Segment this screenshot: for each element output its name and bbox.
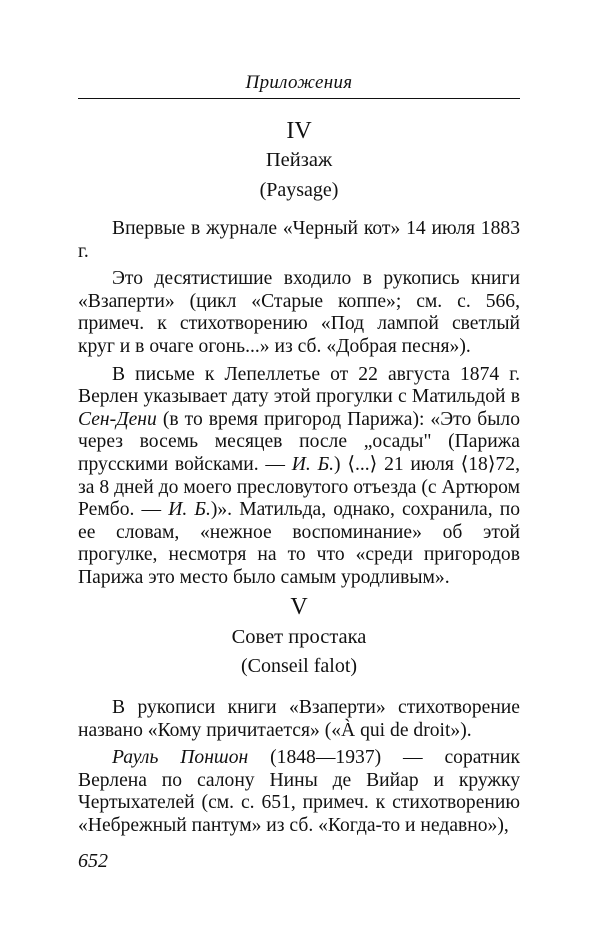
section-v-title: Совет простака bbox=[231, 626, 367, 648]
section-iv-paragraph-3 bbox=[78, 364, 520, 590]
header-rule bbox=[78, 98, 520, 99]
text-run: В письме к Лепеллетье от 22 августа 1874 г. Верлен указывает дату этой прогулки с Матильдой в bbox=[78, 363, 520, 408]
page-number: 652 bbox=[78, 850, 108, 872]
text-run: (1848—1937) — соратник Верлена по салону Нины де Вийар и кружку Чертыхателей (см. с. 651, примеч. к стихотворению «Небрежный пантум» из сб. «Когда-то и недавно»), bbox=[78, 747, 521, 836]
text-run: ) ⟨...⟩ 21 июля ⟨18⟩72, за 8 дней до моего пресловутого отъезда (с Артюром Рембо. — bbox=[78, 453, 520, 521]
section-iv-paragraph-1: Впервые в журнале «Черный кот» 14 июля 1883 г. bbox=[78, 218, 520, 262]
section-v-paragraph-2 bbox=[78, 747, 520, 837]
section-iv-title: Пейзаж bbox=[265, 149, 333, 171]
text-run: (в то время пригород Парижа): «Это было через восемь месяцев после „осады" (Парижа прусскими войсками. — bbox=[78, 408, 520, 475]
section-v-subtitle: (Conseil falot) bbox=[240, 655, 358, 677]
running-head: Приложения bbox=[245, 72, 353, 93]
editor-initials: И. Б. bbox=[291, 453, 335, 475]
section-iv-paragraph-2: Это десятистишие входило в рукопись книги «Взаперти» (цикл «Старые коппе»; см. с. 566, примеч. к стихотворению «Под лампой светлый круг и в очаге огонь...» из сб. «Добрая песня»). bbox=[78, 268, 520, 357]
italic-person-name: Рауль Поншон bbox=[112, 747, 249, 769]
section-v-paragraph-1: В рукописи книги «Взаперти» стихотворение названо «Кому причитается» («À qui de droit»). bbox=[78, 697, 520, 741]
section-v-body bbox=[78, 697, 520, 838]
editor-initials: И. Б. bbox=[168, 499, 211, 521]
section-iv-numeral: IV bbox=[286, 118, 312, 144]
section-iv-body bbox=[78, 218, 520, 590]
section-iv-subtitle: (Paysage) bbox=[259, 179, 339, 201]
section-v-numeral: V bbox=[290, 594, 308, 620]
italic-place-name: Сен-Дени bbox=[78, 408, 157, 430]
text-run: )». Матильда, однако, сохранила, по ее словам, «нежное воспоминание» об этой прогулке, несмотря на то что «среди пригородов Парижа это место было самым уродливым». bbox=[78, 499, 521, 588]
